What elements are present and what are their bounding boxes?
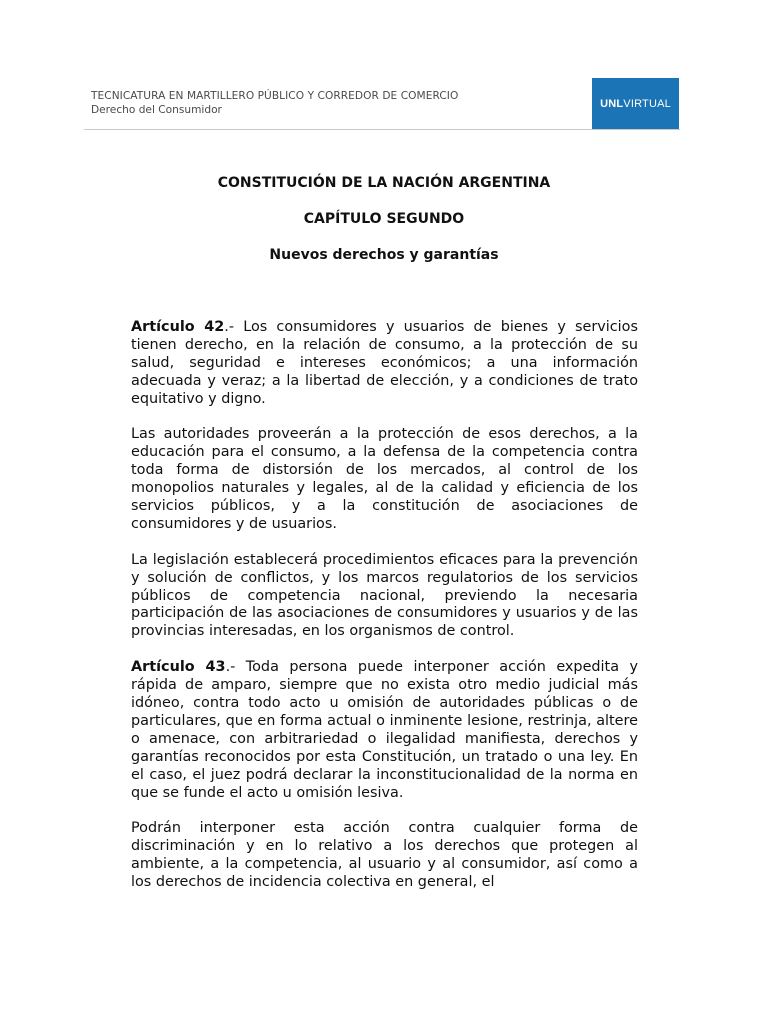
paragraph-interponer [131, 820, 638, 892]
paragraph-text: .- Toda persona puede interponer acción expedita y rápida de amparo, siempre que no exista otro medio judicial más idóneo, contra todo acto u omisión de autoridades públicas o de particulares, que en forma actual o inminente lesione, restrinja, altere o amenace, con arbitrariedad o ilegalidad manifiesta, derechos y garantías reconocidos por esta Constitución, un tratado o una ley. En el caso, el juez podrá declarar la inconstitucionalidad de la norma en que se funde el acto u omisión lesiva. [131, 659, 638, 801]
subject-title: Derecho del Consumidor [91, 104, 222, 116]
logo-light-text: VIRTUAL [623, 97, 671, 110]
article-lead: Artículo 43 [131, 659, 226, 676]
document-title: CONSTITUCIÓN DE LA NACIÓN ARGENTINA [217, 175, 551, 191]
article-lead: Artículo 42 [131, 319, 225, 335]
paragraph-text: Las autoridades proveerán a la protección de esos derechos, a la educación para el consumo, a la defensa de la competencia contra toda forma de distorsión de los mercados, al control de los monopolios naturales y legales, al de la calidad y eficiencia de los servicios públicos, y a la constitución de asociaciones de consumidores y de usuarios. [131, 426, 638, 532]
paragraph-article-43 [131, 659, 638, 802]
logo-bold-text: UNL [600, 97, 624, 110]
header-divider [84, 129, 680, 130]
paragraph-text: La legislación establecerá procedimientos eficaces para la prevención y solución de conflictos, y los marcos regulatorios de los servicios públicos de competencia nacional, previendo la necesaria participación de las asociaciones de consumidores y usuarios y de las provincias interesadas, en los organismos de control. [131, 551, 638, 640]
paragraph-article-42 [131, 319, 638, 409]
paragraph-legislation [131, 552, 638, 642]
header-text [91, 90, 458, 116]
unl-virtual-logo [592, 78, 679, 129]
program-title: TECNICATURA EN MARTILLERO PÚBLICO Y CORREDOR DE COMERCIO [91, 90, 459, 102]
chapter-title: CAPÍTULO SEGUNDO [303, 211, 465, 227]
section-title: Nuevos derechos y garantías [269, 247, 499, 263]
paragraph-text: .- Los consumidores y usuarios de bienes y servicios tienen derecho, en la relación de consumo, a la protección de su salud, seguridad e intereses económicos; a una información adecuada y veraz; a la libertad de elección, y a condiciones de trato equitativo y digno. [131, 319, 638, 407]
paragraph-text: Podrán interponer esta acción contra cualquier forma de discriminación y en lo relativo a los derechos que protegen al ambiente, a la competencia, al usuario y al consumidor, así como a los derechos de incidencia colectiva en general, el [131, 820, 638, 891]
paragraph-authorities [131, 426, 638, 533]
document-body [131, 319, 638, 910]
page-header [84, 66, 680, 130]
